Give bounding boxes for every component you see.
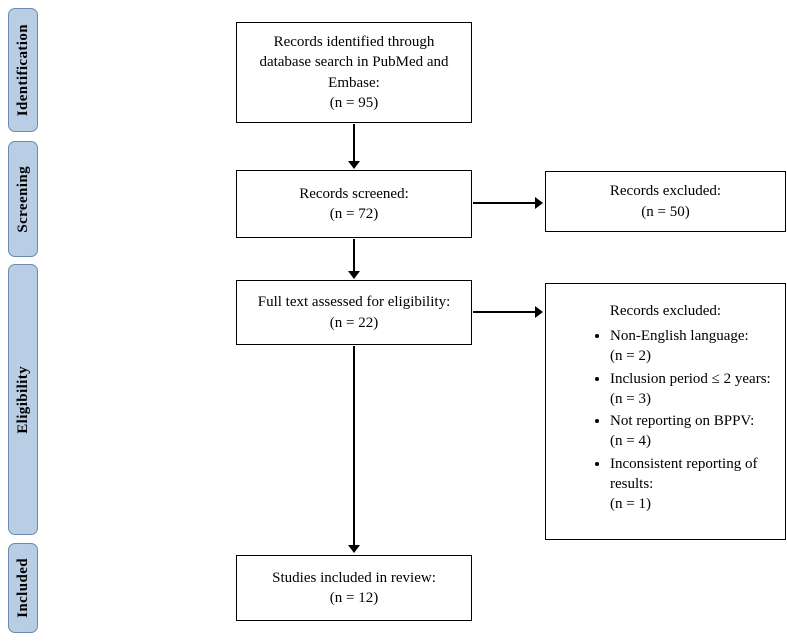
box-fulltext-assessed — [236, 280, 472, 345]
box-excluded-reasons — [545, 283, 786, 540]
records-identified-text: Records identified through database search in PubMed and Embase: — [259, 34, 449, 91]
reason-count: (n = 3) — [610, 390, 651, 407]
box-studies-included — [236, 555, 472, 621]
studies-included-text: Studies included in review: — [272, 569, 436, 586]
studies-included-count: (n = 12) — [329, 590, 379, 606]
reason-count: (n = 4) — [610, 433, 651, 450]
records-excluded-text: Records excluded: — [609, 183, 722, 200]
arrow-shaft — [353, 124, 355, 162]
box-records-excluded-screening — [545, 171, 786, 232]
reason-count: (n = 1) — [610, 495, 651, 512]
arrow-shaft — [353, 346, 355, 546]
arrow-head-icon — [348, 161, 360, 169]
records-screened-text: Records screened: — [299, 185, 409, 202]
records-identified-count: (n = 95) — [329, 94, 379, 111]
fulltext-text: Full text assessed for eligibility: — [257, 294, 451, 311]
reason-text: • Inclusion period ≤ 2 years: — [610, 370, 771, 387]
arrow-head-icon — [348, 271, 360, 279]
excluded-reasons-list — [558, 327, 773, 514]
reason-count: (n = 2) — [610, 348, 651, 365]
stage-screening — [8, 141, 38, 257]
stage-eligibility-label: Eligibility — [14, 365, 31, 434]
reason-item — [610, 370, 773, 410]
fulltext-count: (n = 22) — [329, 314, 379, 331]
arrow-head-icon — [535, 197, 543, 209]
arrow-head-icon — [348, 545, 360, 553]
reason-item — [610, 412, 773, 452]
excluded-reasons-title: Records excluded: — [609, 303, 722, 319]
arrow-shaft — [473, 311, 536, 313]
stage-screening-label: Screening — [14, 165, 31, 233]
arrow-screened-to-excluded — [473, 196, 543, 210]
stage-identification-label: Identification — [14, 23, 31, 117]
arrow-fulltext-to-included — [347, 346, 361, 553]
records-excluded-count: (n = 50) — [641, 203, 690, 220]
arrow-fulltext-to-reasons — [473, 305, 543, 319]
arrow-shaft — [353, 239, 355, 272]
box-records-identified — [236, 22, 472, 123]
reason-text: • Inconsistent reporting of results: — [610, 456, 758, 492]
arrow-identified-to-screened — [347, 124, 361, 169]
reason-text: • Non-English language: — [610, 328, 749, 345]
reason-text: • Not reporting on BPPV: — [610, 413, 755, 430]
box-records-screened — [236, 170, 472, 238]
arrow-screened-to-fulltext — [347, 239, 361, 279]
arrow-shaft — [473, 202, 536, 204]
stage-included — [8, 543, 38, 633]
stage-included-label: Included — [14, 558, 31, 618]
reason-item — [610, 455, 773, 514]
records-screened-count: (n = 72) — [329, 206, 379, 222]
stage-eligibility — [8, 264, 38, 535]
arrow-head-icon — [535, 306, 543, 318]
reason-item — [610, 327, 773, 367]
stage-identification — [8, 8, 38, 132]
